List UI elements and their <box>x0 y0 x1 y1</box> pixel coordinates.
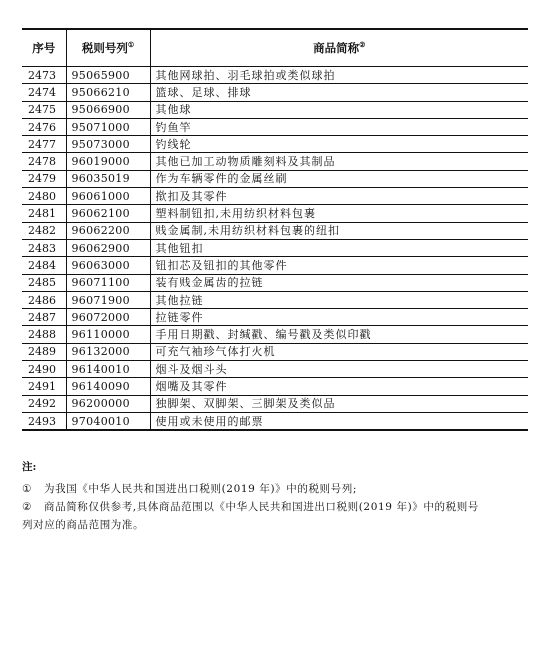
cell-code: 97040010 <box>66 412 150 430</box>
cell-code: 96071900 <box>66 291 150 308</box>
table-row <box>22 257 528 274</box>
cell-name: 贱金属制,未用纺织材料包裹的纽扣 <box>150 222 528 239</box>
table-row <box>22 291 528 308</box>
table-row <box>22 326 528 343</box>
header-name: 商品简称② <box>150 29 528 67</box>
cell-name: 塑料制钮扣,未用纺织材料包裹 <box>150 205 528 222</box>
cell-seq: 2476 <box>22 118 66 135</box>
cell-code: 95073000 <box>66 136 150 153</box>
cell-code: 96140090 <box>66 378 150 395</box>
cell-name: 作为车辆零件的金属丝刷 <box>150 170 528 187</box>
cell-code: 95071000 <box>66 118 150 135</box>
cell-name: 独脚架、双脚架、三脚架及类似品 <box>150 395 528 412</box>
cell-name: 烟斗及烟斗头 <box>150 361 528 378</box>
note-text-continuation: 列对应的商品范围为准。 <box>22 519 145 531</box>
table-row <box>22 170 528 187</box>
note-mark: ① <box>22 483 32 495</box>
table-row <box>22 395 528 412</box>
table-row <box>22 361 528 378</box>
note-item-1 <box>22 480 528 498</box>
cell-seq: 2484 <box>22 257 66 274</box>
table-row <box>22 67 528 84</box>
cell-name: 其他网球拍、羽毛球拍或类似球拍 <box>150 67 528 84</box>
cell-seq: 2489 <box>22 343 66 360</box>
cell-name: 揿扣及其零件 <box>150 188 528 205</box>
note-item-2 <box>22 498 528 516</box>
cell-seq: 2483 <box>22 239 66 256</box>
cell-seq: 2488 <box>22 326 66 343</box>
cell-seq: 2481 <box>22 205 66 222</box>
table-row <box>22 118 528 135</box>
cell-code: 96072000 <box>66 309 150 326</box>
notes-title: 注: <box>22 461 37 473</box>
cell-name: 拉链零件 <box>150 309 528 326</box>
cell-seq: 2480 <box>22 188 66 205</box>
notes-section <box>22 458 528 534</box>
cell-seq: 2477 <box>22 136 66 153</box>
table-header-row <box>22 29 528 67</box>
cell-name: 可充气袖珍气体打火机 <box>150 343 528 360</box>
cell-name: 钓鱼竿 <box>150 118 528 135</box>
cell-code: 96063000 <box>66 257 150 274</box>
cell-seq: 2475 <box>22 101 66 118</box>
table-row <box>22 205 528 222</box>
table-row <box>22 343 528 360</box>
table-row <box>22 188 528 205</box>
footnote-mark-2: ② <box>359 40 366 50</box>
cell-name: 其他拉链 <box>150 291 528 308</box>
cell-name: 钓线轮 <box>150 136 528 153</box>
note-mark: ② <box>22 501 32 513</box>
note-text: 商品简称仅供参考,具体商品范围以《中华人民共和国进出口税则(2019 年)》中的税则号 <box>44 501 479 513</box>
cell-code: 96062200 <box>66 222 150 239</box>
header-code: 税则号列① <box>66 29 150 67</box>
cell-seq: 2486 <box>22 291 66 308</box>
table-row <box>22 239 528 256</box>
cell-seq: 2493 <box>22 412 66 430</box>
cell-code: 96062900 <box>66 239 150 256</box>
cell-code: 96140010 <box>66 361 150 378</box>
table-row <box>22 136 528 153</box>
cell-name: 钮扣芯及钮扣的其他零件 <box>150 257 528 274</box>
footnote-mark-1: ① <box>127 40 135 50</box>
cell-name: 其他钮扣 <box>150 239 528 256</box>
cell-code: 96071100 <box>66 274 150 291</box>
cell-seq: 2474 <box>22 84 66 101</box>
table-row <box>22 153 528 170</box>
cell-name: 其他球 <box>150 101 528 118</box>
cell-seq: 2473 <box>22 67 66 84</box>
cell-seq: 2490 <box>22 361 66 378</box>
table-row <box>22 309 528 326</box>
cell-code: 96132000 <box>66 343 150 360</box>
tariff-table-container <box>22 28 528 431</box>
cell-name: 其他已加工动物质雕刻料及其制品 <box>150 153 528 170</box>
cell-code: 96200000 <box>66 395 150 412</box>
cell-code: 96019000 <box>66 153 150 170</box>
cell-code: 95065900 <box>66 67 150 84</box>
table-row <box>22 412 528 430</box>
table-body <box>22 67 528 431</box>
table-row <box>22 101 528 118</box>
header-seq: 序号 <box>22 29 66 67</box>
cell-code: 96035019 <box>66 170 150 187</box>
cell-code: 95066900 <box>66 101 150 118</box>
cell-code: 96062100 <box>66 205 150 222</box>
cell-name: 使用或未使用的邮票 <box>150 412 528 430</box>
table-row <box>22 378 528 395</box>
table-row <box>22 274 528 291</box>
cell-seq: 2485 <box>22 274 66 291</box>
note-text: 为我国《中华人民共和国进出口税则(2019 年)》中的税则号列; <box>44 483 357 495</box>
cell-name: 烟嘴及其零件 <box>150 378 528 395</box>
tariff-table <box>22 28 528 431</box>
cell-code: 96061000 <box>66 188 150 205</box>
cell-seq: 2487 <box>22 309 66 326</box>
cell-seq: 2492 <box>22 395 66 412</box>
cell-seq: 2478 <box>22 153 66 170</box>
cell-seq: 2482 <box>22 222 66 239</box>
table-row <box>22 84 528 101</box>
cell-code: 96110000 <box>66 326 150 343</box>
cell-name: 手用日期戳、封缄戳、编号戳及类似印戳 <box>150 326 528 343</box>
cell-code: 95066210 <box>66 84 150 101</box>
cell-name: 篮球、足球、排球 <box>150 84 528 101</box>
cell-seq: 2491 <box>22 378 66 395</box>
cell-name: 装有贱金属齿的拉链 <box>150 274 528 291</box>
cell-seq: 2479 <box>22 170 66 187</box>
table-row <box>22 222 528 239</box>
